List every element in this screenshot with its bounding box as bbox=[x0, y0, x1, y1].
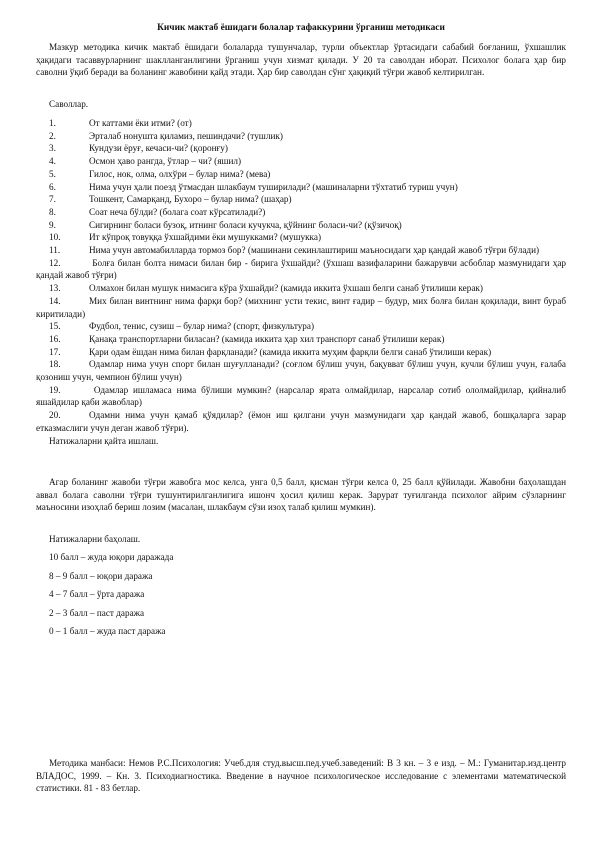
question-text: Мих билан винтнинг нима фарқи бор? (михнинг усти текис, винт ғадир – будур, мих болға билан қоқилади, винт бураб киритилади) bbox=[36, 295, 566, 319]
question-number: 20. bbox=[49, 410, 61, 421]
question-text: Осмон ҳаво рангда, ўтлар – чи? (яшил) bbox=[89, 156, 242, 167]
question-item bbox=[36, 219, 566, 232]
question-number: 19. bbox=[49, 384, 61, 395]
question-text: Одамни нима учун қамаб қўядилар? (ёмон иш қилгани учун мазмунидаги ҳар қандай жавоб, бошқаларга зарар етказмаслиги учун деган жавоб тўғри). bbox=[36, 410, 566, 433]
document-title: Кичик мактаб ёшидаги болалар тафаккурини ўрганиш методикаси bbox=[157, 23, 445, 33]
question-text: Эрталаб нонушта қиламиз, пешиндачи? (тушлик) bbox=[89, 130, 283, 141]
question-number: 6. bbox=[49, 181, 56, 192]
question-item bbox=[36, 130, 566, 143]
question-text: Олмахон билан мушук нимасига кўра ўхшайди? (камида иккита ўхшаш белги санаб ўтилиши керак) bbox=[89, 283, 483, 294]
question-number: 9. bbox=[49, 219, 56, 230]
question-item bbox=[36, 231, 566, 244]
question-number: 17. bbox=[49, 346, 61, 357]
questions-heading: Саволлар. bbox=[49, 99, 89, 109]
question-item bbox=[36, 333, 566, 346]
question-number: 7. bbox=[49, 194, 56, 205]
question-number: 3. bbox=[49, 143, 56, 154]
question-item bbox=[36, 384, 566, 409]
score-level-item: 10 балл – жуда юқори даражада bbox=[49, 552, 174, 562]
question-item bbox=[36, 142, 566, 155]
question-item bbox=[36, 409, 566, 434]
results-evaluation-heading: Натижаларни баҳолаш. bbox=[49, 534, 141, 544]
question-number: 12. bbox=[49, 257, 61, 268]
score-level-item: 2 – 3 балл – паст даража bbox=[49, 607, 145, 618]
question-number: 4. bbox=[49, 156, 56, 167]
score-level-item: 0 – 1 балл – жуда паст даража bbox=[49, 626, 166, 637]
question-item bbox=[36, 320, 566, 333]
score-levels-list bbox=[49, 551, 173, 644]
question-text: Қанақа транспортларни биласан? (камида иккита ҳар хил транспорт санаб ўтилиши керак) bbox=[89, 333, 445, 344]
question-item bbox=[36, 244, 566, 257]
question-number: 11. bbox=[49, 245, 61, 256]
question-text: Фудбол, тенис, сузиш – булар нима? (спорт, физкультура) bbox=[89, 321, 315, 332]
score-level-item: 8 – 9 балл – юқори даража bbox=[49, 570, 153, 581]
question-text: Тошкент, Самарқанд, Бухоро – булар нима? (шаҳар) bbox=[89, 194, 292, 205]
score-level-item: 4 – 7 балл – ўрта даража bbox=[49, 589, 145, 600]
question-text: Сигирнинг боласи бузоқ, итнинг боласи кучукча, қўйнинг боласи-чи? (қўзичоқ) bbox=[89, 219, 402, 230]
question-item bbox=[36, 193, 566, 206]
question-number: 8. bbox=[49, 206, 56, 217]
question-item bbox=[36, 181, 566, 194]
question-text: Нима учун ҳали поезд ўтмасдан шлакбаум туширилади? (машиналарни тўхтатиб туриш учун) bbox=[89, 181, 458, 192]
question-number: 5. bbox=[49, 168, 56, 179]
question-text: Болға билан болта нимаси билан бир - бирига ўхшайди? (ўхшаш вазифаларини бажарувчи асбоблар мазмунидаги ҳар қандай жавоб тўғри) bbox=[36, 257, 566, 281]
question-text: От каттами ёки итми? (от) bbox=[89, 118, 192, 128]
question-item bbox=[36, 346, 566, 359]
question-number: 18. bbox=[49, 359, 61, 370]
question-item bbox=[36, 117, 566, 130]
question-number: 15. bbox=[49, 321, 61, 332]
question-item bbox=[36, 282, 566, 295]
question-text: Гилос, нок, олма, олхўри – булар нима? (мева) bbox=[89, 168, 271, 179]
question-text: Нима учун автомабилларда тормоз бор? (машинани секинлаштириш маъносидаги ҳар қандай жавоб тўғри бўлади) bbox=[89, 245, 540, 256]
question-text: Қари одам ёшдан нима билан фарқланади? (камида иккита муҳим фарқли белги санаб ўтилиши керак) bbox=[89, 346, 492, 357]
question-text: Ит кўпроқ товуққа ўхшайдими ёки мушукками? (мушукка) bbox=[89, 232, 322, 243]
question-text: Кундузи ёруғ, кечаси-чи? (қоронғу) bbox=[89, 143, 228, 154]
question-text: Одамлар нима учун спорт билан шуғулланади? (соғлом бўлиш учун, бақувват бўлиш учун, кучли бўлиш учун, ғалаба қозониш учун, чемпион бўлиш учун) bbox=[36, 359, 566, 383]
question-number: 10. bbox=[49, 232, 61, 243]
question-number: 14. bbox=[49, 295, 61, 306]
question-item bbox=[36, 295, 566, 320]
question-text: Одамлар ишламаса нима бўлиши мумкин? (нарсалар ярата олмайдилар, нарсалар сотиб ололмайдилар, қийналиб яшайдилар қаби жавоблар) bbox=[36, 384, 566, 408]
question-text: Соат неча бўлди? (болага соат кўрсатилади?) bbox=[89, 206, 266, 217]
question-number: 13. bbox=[49, 283, 61, 294]
results-processing-heading: Натижаларни қайта ишлаш. bbox=[49, 435, 159, 446]
question-number: 2. bbox=[49, 130, 56, 141]
question-number: 1. bbox=[49, 118, 56, 128]
questions-list bbox=[36, 117, 566, 447]
question-item bbox=[36, 155, 566, 168]
scoring-paragraph: Агар боланинг жавоби тўғри жавобга мос келса, унга 0,5 балл, қисман тўғри келса 0, 25 балл қўйилади. Жавобни баҳолашдан аввал болага саволни тўғри тушунтирилганлигига ишонч ҳосил қилиш керак. Зарурат туғилганда психолог айрим сўзларнинг маъносини изоҳлаб бериш лозим (масалан, шлакбаум сўзи изоҳ талаб қилиш мумкин). bbox=[36, 477, 566, 513]
intro-paragraph: Мазкур методика кичик мактаб ёшидаги болаларда тушунчалар, турли объектлар ўртасидаги сабабий боғланиш, ўхшашлик ҳақидаги тасаввурларнинг шаклланганлигини ўрганиш учун хизмат қилади. У 20 та саволдан иборат. Психолог болага ҳар бир саволни ўқиб беради ва боланинг жавобини қайд этади. Ҳар бир саволдан сўнг ҳақиқий тўғри жавоб келтирилган. bbox=[36, 42, 566, 78]
question-item bbox=[36, 168, 566, 181]
question-item bbox=[36, 358, 566, 383]
question-number: 16. bbox=[49, 333, 61, 344]
question-item bbox=[36, 206, 566, 219]
question-item bbox=[36, 257, 566, 282]
source-citation: Методика манбаси: Немов Р.С.Психология: Учеб.для студ.высш.пед.учеб.заведений: В 3 кн. – 3 е изд. – М.: Гуманитар.изд.центр ВЛАДОС, 1999. – Кн. 3. Психодиагностика. Введение в научное психологическое исследование с элементами математической статистики. 81 - 83 бетлар. bbox=[36, 758, 566, 794]
